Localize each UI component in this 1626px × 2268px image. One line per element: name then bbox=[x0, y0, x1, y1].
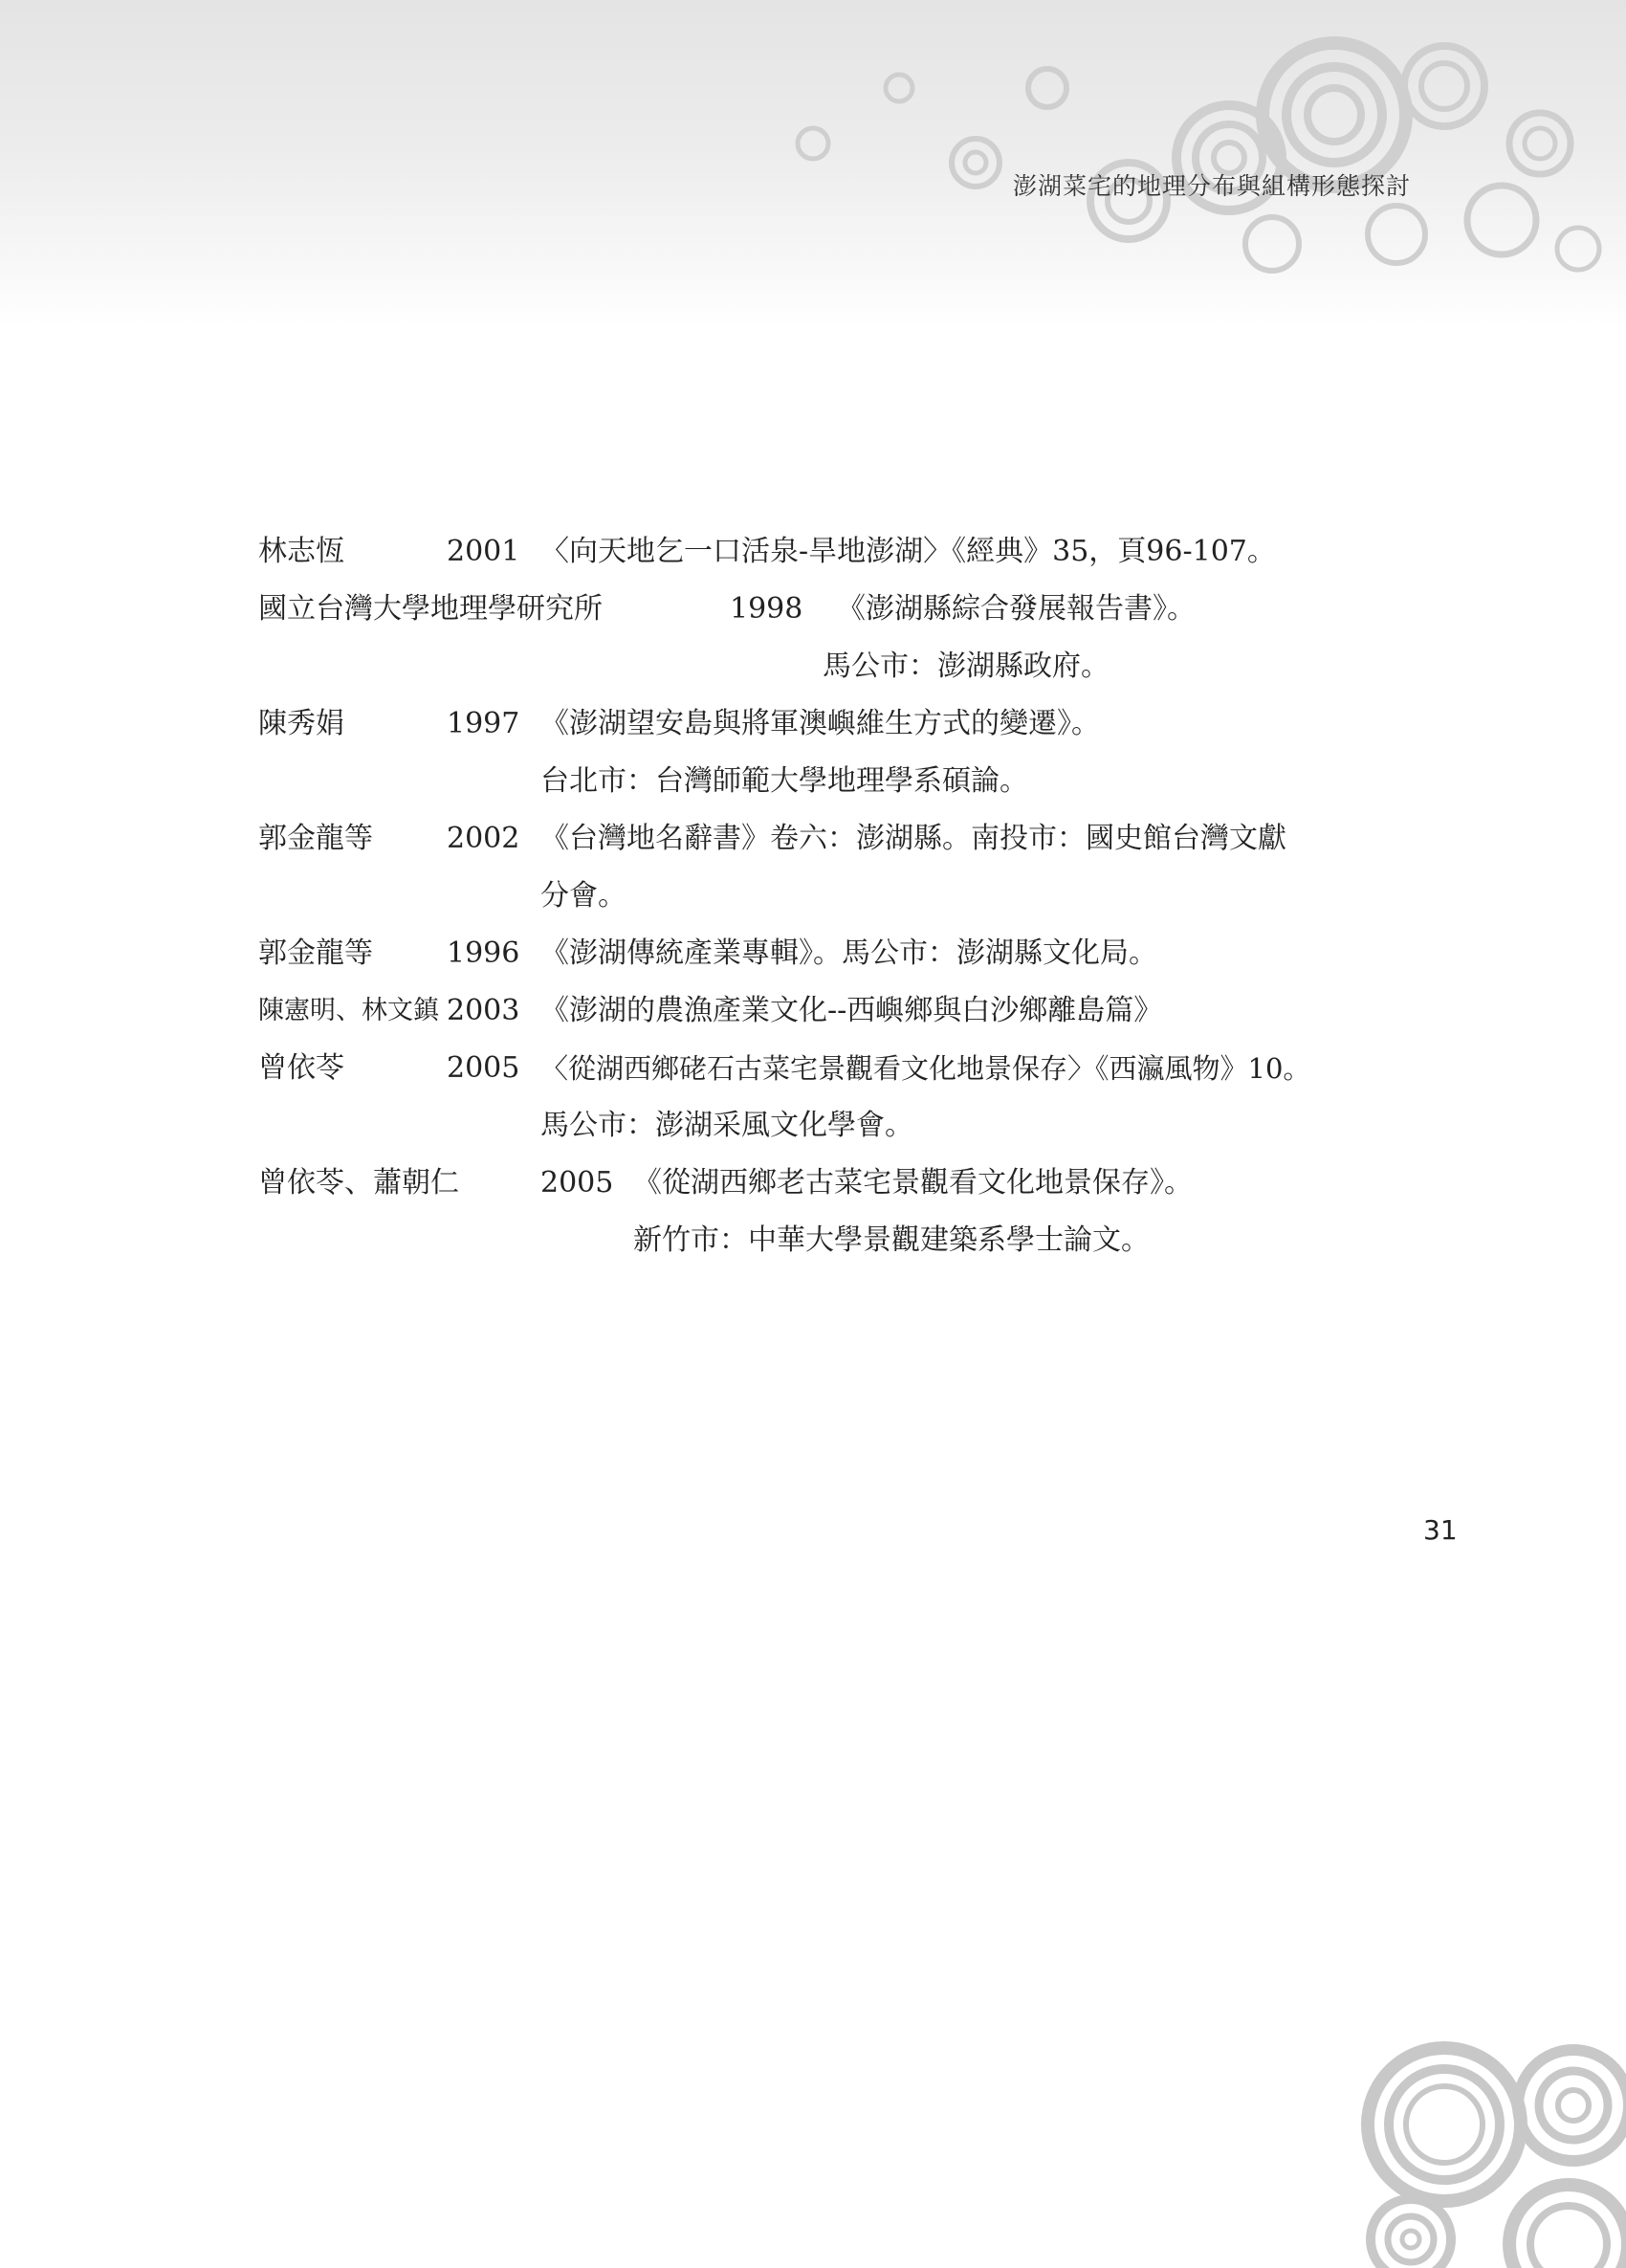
reference-publisher: 台北市：台灣師範大學地理學系碩論。 bbox=[540, 764, 1028, 798]
reference-publisher: 分會。 bbox=[540, 879, 626, 913]
reference-entry bbox=[258, 531, 1387, 588]
reference-entry bbox=[258, 703, 1387, 760]
reference-publisher: 馬公市：澎湖縣政府。 bbox=[823, 650, 1110, 683]
reference-year: 2003 bbox=[447, 994, 520, 1027]
reference-author: 陳憲明、林文鎮 bbox=[258, 996, 439, 1025]
reference-year: 2005 bbox=[447, 1051, 520, 1085]
header-circles-decoration bbox=[0, 0, 1626, 325]
reference-year: 1996 bbox=[447, 936, 520, 970]
reference-continuation bbox=[258, 760, 1387, 818]
reference-continuation bbox=[258, 1220, 1387, 1277]
reference-author: 林志恆 bbox=[258, 535, 344, 568]
reference-publisher: 新竹市：中華大學景觀建築系學士論文。 bbox=[633, 1223, 1150, 1257]
reference-year: 2001 bbox=[447, 535, 520, 568]
reference-entry bbox=[258, 933, 1387, 990]
reference-title: 《澎湖縣綜合發展報告書》。 bbox=[837, 592, 1196, 626]
reference-author: 陳秀娟 bbox=[258, 707, 344, 740]
reference-author: 國立台灣大學地理學研究所 bbox=[258, 592, 603, 626]
reference-author: 曾依苓、蕭朝仁 bbox=[258, 1166, 459, 1200]
reference-continuation bbox=[258, 875, 1387, 933]
reference-title: 《澎湖望安島與將軍澳嶼維生方式的變遷》。 bbox=[540, 707, 1100, 740]
reference-author: 郭金龍等 bbox=[258, 822, 373, 855]
reference-entry bbox=[258, 990, 1387, 1047]
reference-list bbox=[258, 531, 1387, 1277]
reference-continuation bbox=[258, 646, 1387, 703]
reference-title: 《澎湖傳統產業專輯》。馬公市：澎湖縣文化局。 bbox=[540, 936, 1157, 970]
reference-year: 1998 bbox=[730, 592, 803, 626]
reference-year: 1997 bbox=[447, 707, 520, 740]
reference-year: 2005 bbox=[540, 1166, 614, 1200]
running-header-title: 澎湖菜宅的地理分布與組構形態探討 bbox=[1012, 172, 1411, 200]
reference-entry bbox=[258, 588, 1387, 646]
reference-title: 〈向天地乞一口活泉-旱地澎湖〉《經典》35，頁96-107。 bbox=[540, 535, 1276, 568]
page-number: 31 bbox=[1423, 1514, 1458, 1546]
reference-entry bbox=[258, 1162, 1387, 1220]
reference-continuation bbox=[258, 1105, 1387, 1162]
reference-title: 《從湖西鄉老古菜宅景觀看文化地景保存》。 bbox=[633, 1166, 1193, 1200]
reference-author: 曾依苓 bbox=[258, 1051, 344, 1085]
reference-publisher: 馬公市：澎湖采風文化學會。 bbox=[540, 1109, 913, 1142]
reference-title: 《澎湖的農漁產業文化--西嶼鄉與白沙鄉離島篇》 bbox=[540, 994, 1163, 1027]
reference-entry bbox=[258, 1047, 1387, 1105]
reference-author: 郭金龍等 bbox=[258, 936, 373, 970]
reference-entry bbox=[258, 818, 1387, 875]
footer-circles-decoration bbox=[1339, 2019, 1626, 2268]
reference-title: 《台灣地名辭書》卷六：澎湖縣。南投市：國史館台灣文獻 bbox=[540, 822, 1286, 855]
reference-year: 2002 bbox=[447, 822, 520, 855]
reference-title: 〈從湖西鄉硓石古菜宅景觀看文化地景保存〉《西瀛風物》10。 bbox=[540, 1052, 1311, 1085]
